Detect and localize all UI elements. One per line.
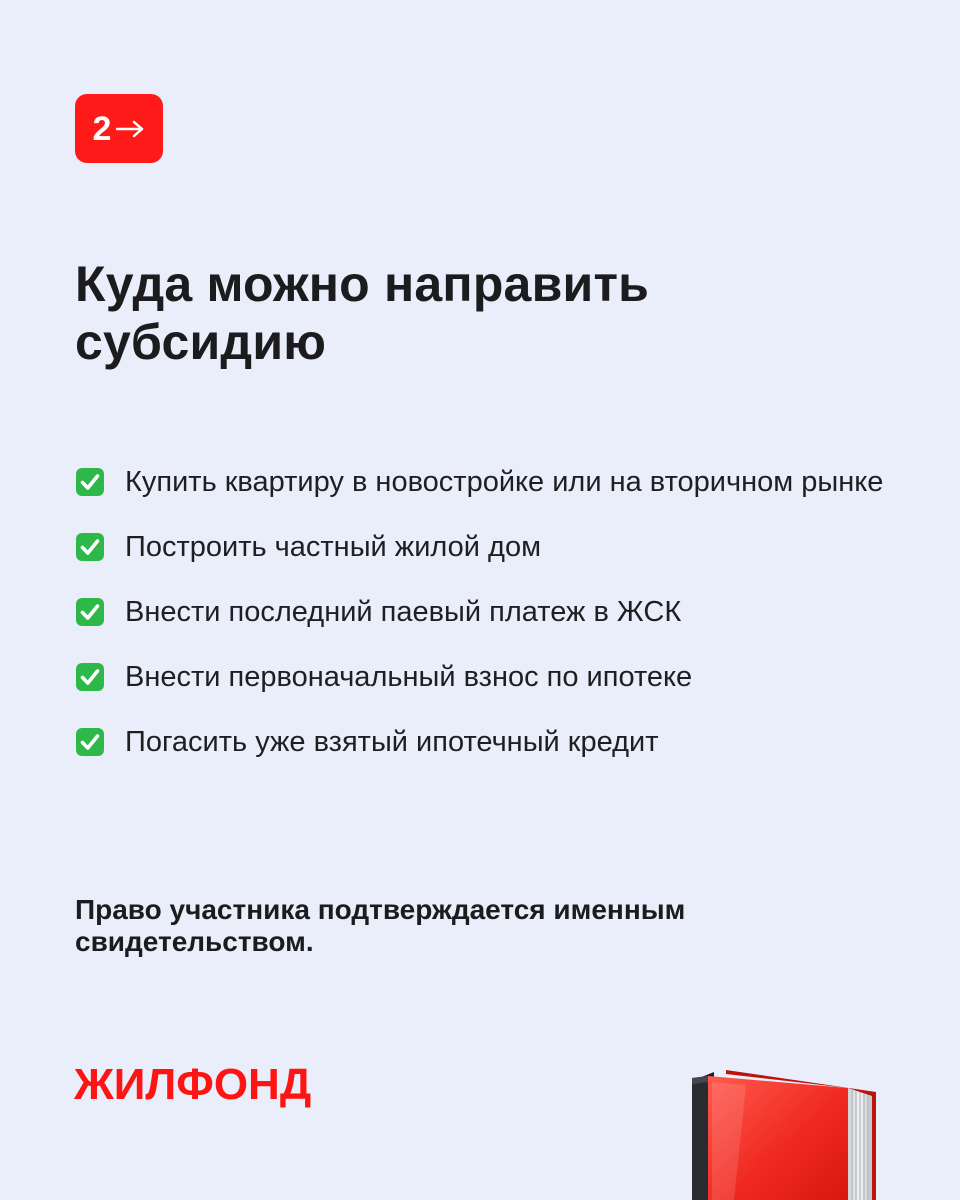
green-check-icon <box>75 727 105 757</box>
list-item-text: Построить частный жилой дом <box>125 531 542 563</box>
list-item <box>75 465 895 499</box>
green-check-icon <box>75 467 105 497</box>
list-item-text: Внести последний паевый платеж в ЖСК <box>125 596 682 628</box>
list-item-text: Внести первоначальный взнос по ипотеке <box>125 661 693 693</box>
list-item <box>75 660 895 694</box>
page-title: Куда можно направить субсидию <box>75 256 650 370</box>
arrow-right-icon <box>115 119 145 139</box>
red-book-icon <box>686 1066 882 1200</box>
green-check-icon <box>75 662 105 692</box>
subsidy-uses-list <box>75 465 895 759</box>
green-check-icon <box>75 532 105 562</box>
list-item <box>75 725 895 759</box>
page-number-badge <box>75 94 163 163</box>
certificate-note: Право участника подтверждается именным свидетельством. <box>75 894 686 957</box>
list-item <box>75 595 895 629</box>
brand-logo: ЖИЛФОНД <box>74 1060 312 1109</box>
page-number: 2 <box>92 109 112 148</box>
list-item-text: Погасить уже взятый ипотечный кредит <box>125 726 659 758</box>
list-item-text: Купить квартиру в новостройке или на вторичном рынке <box>125 466 884 498</box>
list-item <box>75 530 895 564</box>
green-check-icon <box>75 597 105 627</box>
